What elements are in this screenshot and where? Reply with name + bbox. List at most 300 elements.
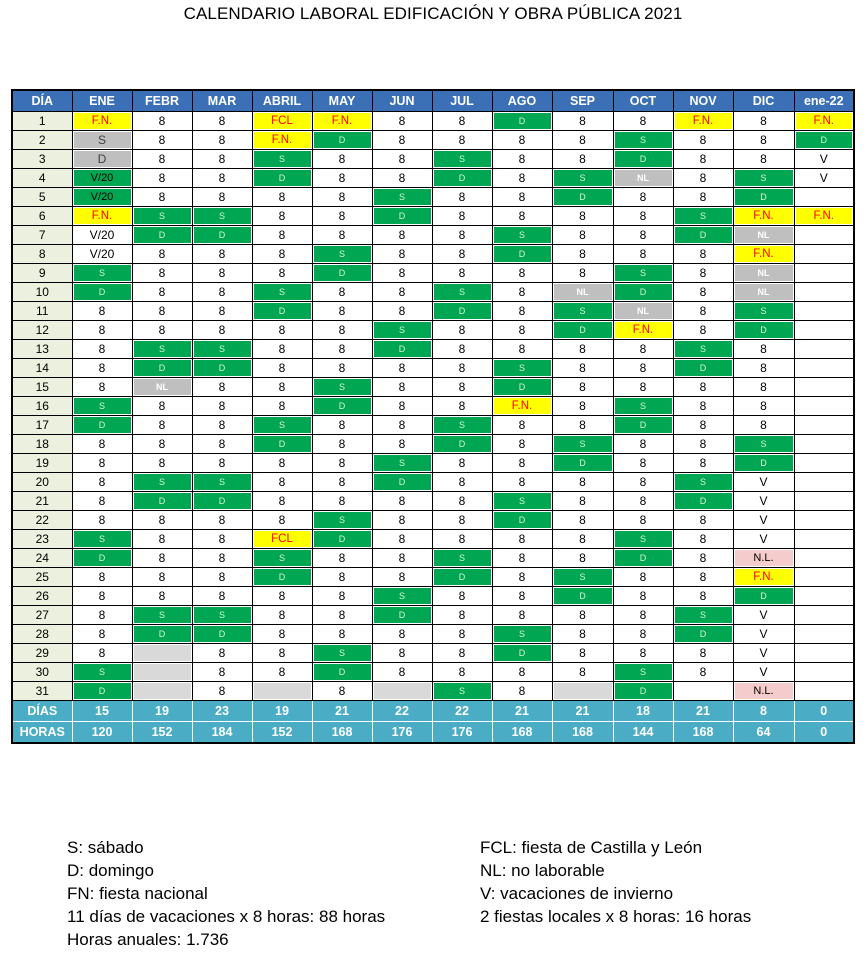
cell-value: 8 — [278, 475, 286, 489]
work-hours-cell — [372, 492, 432, 511]
cell-value: V — [759, 494, 768, 508]
cell-value: 8 — [278, 190, 286, 204]
saturday-cell — [72, 397, 132, 416]
cell-value: F.N. — [494, 398, 551, 414]
saturday-cell — [552, 169, 613, 188]
vacation-cell — [794, 150, 854, 169]
cell-value: V/20 — [74, 189, 131, 205]
sunday-cell — [492, 245, 552, 264]
sunday-cell — [673, 226, 733, 245]
summary-value: 176 — [432, 722, 492, 744]
nonexistent-day-cell — [132, 644, 192, 663]
cell-value — [796, 246, 853, 262]
work-hours-cell — [432, 131, 492, 150]
cell-value: 8 — [98, 646, 106, 660]
cell-value: 8 — [518, 304, 526, 318]
cell-value: 8 — [579, 646, 586, 660]
national-holiday-cell — [733, 568, 794, 587]
work-hours-cell — [312, 587, 372, 606]
vacation-cell — [733, 492, 794, 511]
sunday-cell — [312, 131, 372, 150]
cell-value: 8 — [158, 399, 166, 413]
cell-value: S — [254, 151, 311, 167]
work-hours-cell — [372, 511, 432, 530]
work-hours-cell — [673, 530, 733, 549]
day-number: 22 — [12, 511, 72, 530]
cell-value: D — [494, 512, 551, 528]
work-hours-cell — [192, 131, 252, 150]
cell-value: 8 — [278, 494, 286, 508]
work-hours-cell — [372, 416, 432, 435]
summary-value: 22 — [432, 701, 492, 722]
summary-value: 21 — [312, 701, 372, 722]
work-hours-cell — [252, 226, 312, 245]
work-hours-cell — [492, 264, 552, 283]
work-hours-cell — [613, 435, 673, 454]
summary-value: 22 — [372, 701, 432, 722]
cell-value: 8 — [338, 361, 346, 375]
cell-value: 8 — [699, 456, 707, 470]
cell-value: 8 — [218, 171, 226, 185]
cell-value: 8 — [760, 361, 767, 375]
work-hours-cell — [192, 188, 252, 207]
legend-right-column — [480, 836, 751, 928]
cell-value: 8 — [699, 589, 707, 603]
day-number: 12 — [12, 321, 72, 340]
cell-value: 8 — [218, 399, 226, 413]
cell-value: S — [735, 170, 793, 186]
sunday-cell — [613, 150, 673, 169]
work-hours-cell — [312, 454, 372, 473]
work-hours-cell — [132, 245, 192, 264]
cell-value: S — [494, 493, 551, 509]
day-number: 21 — [12, 492, 72, 511]
cell-value: 8 — [458, 247, 466, 261]
cell-value: S — [615, 664, 672, 680]
vacation-cell — [733, 530, 794, 549]
summary-value: 0 — [794, 722, 854, 744]
cell-value: 8 — [398, 513, 406, 527]
saturday-cell — [132, 340, 192, 359]
cell-value: 8 — [579, 228, 586, 242]
cell-value: S — [615, 265, 672, 281]
sunday-cell — [192, 625, 252, 644]
nonexistent-day-cell — [132, 682, 192, 701]
national-holiday-cell — [733, 207, 794, 226]
cell-value: 8 — [639, 608, 647, 622]
cell-value: 8 — [338, 209, 346, 223]
work-hours-cell — [372, 226, 432, 245]
work-hours-cell — [72, 321, 132, 340]
work-hours-cell — [673, 435, 733, 454]
cell-value: D — [314, 132, 371, 148]
cell-value: 8 — [218, 589, 226, 603]
work-hours-cell — [552, 492, 613, 511]
work-hours-cell — [613, 378, 673, 397]
cell-value: 8 — [518, 209, 526, 223]
cell-value: 8 — [218, 684, 226, 698]
work-hours-cell — [72, 378, 132, 397]
work-hours-cell — [72, 473, 132, 492]
work-hours-cell — [252, 245, 312, 264]
cell-value: 8 — [98, 570, 106, 584]
day-number: 10 — [12, 283, 72, 302]
cell-value: 8 — [639, 646, 647, 660]
work-hours-cell — [372, 245, 432, 264]
cell-value: 8 — [518, 285, 526, 299]
day-number: 23 — [12, 530, 72, 549]
cell-value: 8 — [338, 494, 346, 508]
calendar-row — [12, 587, 854, 606]
cell-value: D — [134, 493, 191, 509]
work-hours-cell — [312, 226, 372, 245]
work-hours-cell — [613, 359, 673, 378]
cell-value: S — [134, 607, 191, 623]
saturday-cell — [432, 150, 492, 169]
cell-value: 8 — [579, 114, 586, 128]
cell-value: S — [675, 607, 732, 623]
work-hours-cell — [673, 245, 733, 264]
empty-cell — [794, 302, 854, 321]
calendar-body — [12, 112, 854, 744]
saturday-cell — [492, 226, 552, 245]
work-hours-cell — [613, 473, 673, 492]
saturday-cell — [312, 511, 372, 530]
cell-value: 8 — [579, 665, 586, 679]
empty-cell — [794, 245, 854, 264]
cell-value: 8 — [338, 228, 346, 242]
calendar-row — [12, 568, 854, 587]
work-hours-cell — [192, 416, 252, 435]
cell-value: S — [434, 550, 491, 566]
cell-value: 8 — [278, 247, 286, 261]
work-hours-cell — [312, 150, 372, 169]
calendar-row — [12, 378, 854, 397]
work-hours-cell — [552, 511, 613, 530]
legend-item: FN: fiesta nacional — [67, 884, 208, 903]
empty-cell — [673, 682, 733, 701]
work-hours-cell — [132, 131, 192, 150]
work-hours-cell — [252, 397, 312, 416]
cell-value: 8 — [98, 342, 106, 356]
cell-value: 8 — [518, 266, 526, 280]
summary-value: 144 — [613, 722, 673, 744]
work-hours-cell — [673, 663, 733, 682]
saturday-cell — [372, 587, 432, 606]
work-calendar-table — [11, 89, 855, 744]
empty-cell — [794, 283, 854, 302]
cell-value: 8 — [338, 190, 346, 204]
cell-value: 8 — [98, 513, 106, 527]
cell-value — [796, 341, 853, 357]
cell-value: 8 — [699, 532, 707, 546]
cell-value: D — [374, 341, 431, 357]
work-hours-cell — [372, 644, 432, 663]
cell-value: 8 — [518, 551, 526, 565]
summary-label: DÍAS — [12, 701, 72, 722]
cell-value: 8 — [639, 361, 647, 375]
day-number: 11 — [12, 302, 72, 321]
work-hours-cell — [192, 150, 252, 169]
empty-cell — [794, 682, 854, 701]
work-hours-cell — [552, 112, 613, 131]
saturday-cell — [673, 473, 733, 492]
cell-value: V — [759, 665, 768, 679]
sunday-cell — [733, 188, 794, 207]
cell-value: 8 — [158, 418, 166, 432]
work-hours-cell — [312, 682, 372, 701]
saturday-cell — [312, 644, 372, 663]
cell-value: 8 — [579, 627, 586, 641]
cell-value: 8 — [158, 323, 166, 337]
work-hours-cell — [673, 150, 733, 169]
cell-value: 8 — [699, 418, 707, 432]
cell-value: 8 — [458, 399, 466, 413]
sunday-cell — [613, 682, 673, 701]
cell-value: 8 — [98, 380, 106, 394]
work-hours-cell — [312, 302, 372, 321]
work-hours-cell — [552, 473, 613, 492]
cell-value: 8 — [218, 304, 226, 318]
cell-value: 8 — [518, 684, 526, 698]
empty-cell — [794, 606, 854, 625]
cell-value: D — [554, 189, 612, 205]
national-holiday-cell — [72, 207, 132, 226]
sunday-cell — [72, 283, 132, 302]
work-hours-cell — [733, 397, 794, 416]
work-hours-cell — [613, 226, 673, 245]
vacation-cell — [72, 169, 132, 188]
saturday-cell — [733, 169, 794, 188]
cell-value: 8 — [158, 247, 166, 261]
cell-value: 8 — [338, 152, 346, 166]
cell-value: S — [735, 303, 793, 319]
day-number: 1 — [12, 112, 72, 131]
cell-value: 8 — [458, 589, 466, 603]
cell-value: 8 — [458, 456, 466, 470]
cell-value: F.N. — [254, 132, 311, 148]
saturday-cell — [552, 302, 613, 321]
work-hours-cell — [72, 625, 132, 644]
empty-cell — [794, 188, 854, 207]
saturday-cell — [72, 264, 132, 283]
saturday-cell — [733, 302, 794, 321]
saturday-cell — [372, 188, 432, 207]
work-hours-cell — [312, 207, 372, 226]
cell-value: S — [194, 474, 251, 490]
cell-value: 8 — [518, 532, 526, 546]
work-hours-cell — [312, 435, 372, 454]
national-holiday-cell — [673, 112, 733, 131]
day-number: 5 — [12, 188, 72, 207]
cell-value: 8 — [699, 304, 707, 318]
cell-value: 8 — [699, 380, 707, 394]
cell-value: D — [796, 132, 853, 148]
saturday-cell — [252, 549, 312, 568]
cell-value: 8 — [579, 380, 586, 394]
work-hours-cell — [492, 435, 552, 454]
work-hours-cell — [552, 264, 613, 283]
cell-value — [796, 531, 853, 547]
work-hours-cell — [192, 264, 252, 283]
calendar-row — [12, 530, 854, 549]
cell-value: 8 — [518, 589, 526, 603]
work-hours-cell — [613, 188, 673, 207]
empty-cell — [794, 530, 854, 549]
calendar-row — [12, 454, 854, 473]
summary-value: 176 — [372, 722, 432, 744]
saturday-cell — [312, 245, 372, 264]
work-hours-cell — [372, 530, 432, 549]
cell-value: 8 — [158, 133, 166, 147]
work-hours-cell — [673, 454, 733, 473]
non-working-cell — [613, 302, 673, 321]
cell-value: 8 — [699, 646, 707, 660]
cell-value: 8 — [398, 570, 406, 584]
empty-cell — [794, 378, 854, 397]
work-hours-cell — [132, 112, 192, 131]
cell-value: 8 — [639, 342, 647, 356]
sunday-cell — [733, 321, 794, 340]
work-hours-cell — [192, 568, 252, 587]
work-hours-cell — [132, 302, 192, 321]
empty-cell — [794, 226, 854, 245]
sunday-cell — [72, 682, 132, 701]
sunday-cell — [432, 169, 492, 188]
work-hours-cell — [192, 587, 252, 606]
cell-value: S — [735, 436, 793, 452]
saturday-cell — [673, 340, 733, 359]
header-month: MAY — [312, 90, 372, 112]
sunday-cell — [132, 226, 192, 245]
cell-value: S — [194, 341, 251, 357]
cell-value: S — [74, 132, 131, 148]
cell-value: 8 — [98, 494, 106, 508]
work-hours-cell — [72, 568, 132, 587]
saturday-cell — [192, 606, 252, 625]
cell-value: 8 — [579, 342, 586, 356]
day-number: 16 — [12, 397, 72, 416]
cell-value: S — [494, 626, 551, 642]
calendar-row — [12, 473, 854, 492]
summary-label: HORAS — [12, 722, 72, 744]
saturday-cell — [613, 264, 673, 283]
work-hours-cell — [432, 226, 492, 245]
sunday-cell — [432, 435, 492, 454]
vacation-cell — [72, 245, 132, 264]
cell-value: F.N. — [74, 113, 131, 129]
cell-value: V — [759, 532, 768, 546]
cell-value: 8 — [579, 494, 586, 508]
saturday-cell — [132, 606, 192, 625]
cell-value: F.N. — [615, 322, 672, 338]
cell-value: S — [554, 170, 612, 186]
day-number: 4 — [12, 169, 72, 188]
work-hours-cell — [252, 644, 312, 663]
cell-value: 8 — [760, 342, 767, 356]
cell-value: S — [675, 474, 732, 490]
cell-value: 8 — [760, 114, 767, 128]
cell-value: 8 — [218, 437, 226, 451]
cell-value: S — [74, 531, 131, 547]
work-hours-cell — [252, 378, 312, 397]
work-hours-cell — [252, 587, 312, 606]
calendar-row — [12, 169, 854, 188]
work-hours-cell — [613, 625, 673, 644]
cell-value: D — [254, 303, 311, 319]
saturday-cell — [492, 492, 552, 511]
cell-value: 8 — [338, 437, 346, 451]
legend-item: D: domingo — [67, 861, 154, 880]
sunday-cell — [492, 511, 552, 530]
cell-value — [796, 626, 853, 642]
work-hours-cell — [192, 530, 252, 549]
header-month: ABRIL — [252, 90, 312, 112]
cell-value: 8 — [579, 133, 586, 147]
cell-value: 8 — [278, 589, 286, 603]
work-hours-cell — [673, 169, 733, 188]
cell-value: 8 — [398, 551, 406, 565]
cell-value: D — [615, 417, 672, 433]
cell-value: 8 — [639, 247, 647, 261]
cell-value: 8 — [579, 152, 586, 166]
vacation-cell — [794, 169, 854, 188]
work-hours-cell — [432, 511, 492, 530]
work-hours-cell — [733, 378, 794, 397]
cell-value: 8 — [699, 437, 707, 451]
cell-value: F.N. — [314, 113, 371, 129]
vacation-cell — [72, 188, 132, 207]
cell-value: D — [314, 664, 371, 680]
summary-value: 184 — [192, 722, 252, 744]
cell-value: 8 — [278, 456, 286, 470]
work-hours-cell — [132, 283, 192, 302]
sunday-cell — [312, 530, 372, 549]
work-hours-cell — [252, 359, 312, 378]
cell-value: S — [374, 189, 431, 205]
day-number: 31 — [12, 682, 72, 701]
work-hours-cell — [192, 549, 252, 568]
empty-cell — [794, 644, 854, 663]
cell-value: 8 — [158, 589, 166, 603]
national-holiday-cell — [794, 112, 854, 131]
work-hours-cell — [492, 283, 552, 302]
work-hours-cell — [252, 264, 312, 283]
cell-value: D — [494, 645, 551, 661]
cell-value: S — [374, 322, 431, 338]
cell-value: 8 — [98, 627, 106, 641]
work-hours-cell — [312, 283, 372, 302]
work-hours-cell — [492, 568, 552, 587]
saturday-cell — [492, 359, 552, 378]
work-hours-cell — [252, 663, 312, 682]
cell-value: 8 — [458, 342, 466, 356]
cell-value: S — [374, 588, 431, 604]
sunday-cell — [613, 549, 673, 568]
cell-value — [796, 474, 853, 490]
cell-value: D — [134, 227, 191, 243]
header-month: ENE — [72, 90, 132, 112]
summary-value: 168 — [492, 722, 552, 744]
work-hours-cell — [252, 606, 312, 625]
work-hours-cell — [492, 169, 552, 188]
work-hours-cell — [132, 568, 192, 587]
sunday-cell — [132, 492, 192, 511]
cell-value — [796, 417, 853, 433]
cell-value: 8 — [458, 266, 466, 280]
cell-value: S — [615, 531, 672, 547]
cell-value: 8 — [398, 627, 406, 641]
